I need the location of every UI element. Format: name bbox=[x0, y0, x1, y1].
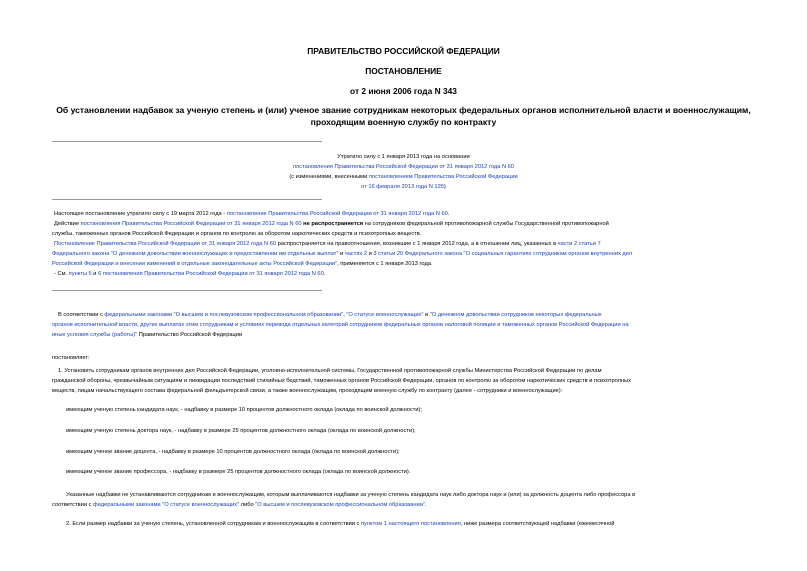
item-1-subitem-2: имеющим ученую степень доктора наук, - надбавку в размере 25 процентов должностного оклада (оклада по воинской должности); bbox=[66, 428, 416, 434]
preamble bbox=[52, 310, 765, 340]
editorial-link-3[interactable]: Постановление Правительства Российской Федерации от 31 января 2012 года N 60 bbox=[54, 241, 277, 247]
preamble-link-3-end[interactable]: иные условия службы (работы)" bbox=[52, 332, 138, 338]
validity-line-3: (с изменениями, внесенными постановлением Правительства Российской Федерации bbox=[289, 174, 518, 180]
editorial-link-2[interactable]: постановления Правительства Российской Федерации от 31 января 2012 года N 60 bbox=[80, 221, 302, 227]
editorial-p2-line-1: Действие постановления Правительства Российской Федерации от 31 января 2012 года N 60 не распространяется на сотрудников федеральной противопожарной службы Государственной противопожарной bbox=[54, 221, 609, 227]
exception-link-2[interactable]: "О высшем и послевузовском профессиональном образовании" bbox=[255, 502, 425, 508]
item-1-line-2: гражданской обороны, чрезвычайным ситуациям и ликвидации последствий стихийных бедствий, таможенных органов Российской Федерации, органов по контролю за оборотом наркотических средств и психотропных bbox=[52, 378, 631, 384]
preamble-link-3[interactable]: "О денежном довольствии сотрудников некоторых федеральных bbox=[429, 312, 602, 318]
validity-link-1[interactable]: постановления Правительства Российской Федерации от 31 января 2012 года N 60 bbox=[293, 164, 514, 170]
validity-note bbox=[180, 152, 627, 192]
item-1-subitem-3: имеющим ученое звание доцента, - надбавку в размере 10 процентов должностного оклада (оклада по воинской должности); bbox=[66, 449, 400, 455]
editorial-link-5[interactable]: Федерального закона "О денежном довольствии военнослужащих и предоставлении им отдельных выплат" bbox=[52, 251, 339, 257]
item-2 bbox=[52, 519, 765, 529]
preamble-line-1: В соответствии с федеральными законами "О высшем и послевузовском профессиональном образовании", "О статусе военнослужащих" и "О денежном довольствии сотрудников некоторых федеральных bbox=[58, 312, 602, 318]
editorial-link-9[interactable]: пункты 5 bbox=[68, 271, 92, 277]
item-1-subitem-4: имеющим ученое звание профессора, - надбавку в размере 25 процентов должностного оклада (оклада по воинской должности). bbox=[66, 469, 411, 475]
item-2-line-1: 2. Если размер надбавки за ученую степень, установленной сотрудникам и военнослужащим в соответствии с пунктом 1 настоящего постановления, ниже размера соответствующей надбавки (ежемесячной bbox=[66, 521, 615, 527]
item-1-subitem-1: имеющим ученую степень кандидата наук, - надбавку в размере 10 процентов должностного оклада (оклада по воинской должности); bbox=[66, 407, 422, 413]
exception-line-2: соответствии с федеральными законами "О статусе военнослужащих" либо "О высшем и послевузовском профессиональном образовании". bbox=[52, 502, 427, 508]
date-number-heading: от 2 июня 2006 года N 343 bbox=[350, 86, 457, 96]
document-title bbox=[40, 104, 767, 128]
government-heading: ПРАВИТЕЛЬСТВО РОССИЙСКОЙ ФЕДЕРАЦИИ bbox=[307, 46, 500, 56]
item-1-exception bbox=[52, 490, 765, 510]
item-1-line-1: 1. Установить сотрудникам органов внутренних дел Российской Федерации, уголовно-исполнительной системы, Государственной противопожарной службы Министерства Российской Федерации по делам bbox=[58, 368, 602, 374]
editorial-p1: Настоящее постановление утратило силу с 19 марта 2012 года - постановление Правительства Российской Федерации от 31 января 2012 года N 60. bbox=[54, 211, 450, 217]
editorial-link-10[interactable]: 6 постановления Правительства Российской Федерации от 31 января 2012 года N 60 bbox=[98, 271, 324, 277]
validity-line-4: от 16 февраля 2013 года N 125) bbox=[361, 184, 446, 190]
validity-link-3[interactable]: от 16 февраля 2013 года N 125 bbox=[361, 184, 444, 190]
editorial-p2-line-2: службы, таможенных органов Российской Федерации и органов по контролю за оборотом наркотических средств и психотропных веществ. bbox=[52, 231, 422, 237]
editorial-link-7[interactable]: 3 статьи 20 Федерального закона "О социальных гарантиях сотрудникам органов внутренних дел bbox=[373, 251, 633, 257]
editorial-link-4[interactable]: части 2 статьи 7 bbox=[557, 241, 601, 247]
editorial-note bbox=[52, 209, 765, 279]
editorial-link-1[interactable]: постановление Правительства Российской Федерации от 31 января 2012 года N 60 bbox=[226, 211, 448, 217]
title-line-2: проходящим военную службу по контракту bbox=[310, 117, 497, 127]
item-2-link[interactable]: пунктом 1 настоящего постановления bbox=[360, 521, 461, 527]
item-1-line-3: веществ, лицам начальствующего состава федеральной фельдъегерской связи, а также военнослужащим, проходящим военную службу по контракту (далее - сотрудники и военнослужащие): bbox=[52, 388, 563, 394]
document-type-heading: ПОСТАНОВЛЕНИЕ bbox=[365, 66, 442, 76]
divider bbox=[52, 199, 322, 200]
item-1 bbox=[52, 366, 765, 396]
preamble-line-3: иные условия службы (работы)" Правительство Российской Федерации bbox=[52, 332, 243, 338]
editorial-p3-line-1: Постановление Правительства Российской Федерации от 31 января 2012 года N 60 распространяется на правоотношения, возникшие с 1 января 2012 года, а в отношении лиц, указанных в части 2 статьи 7 bbox=[54, 241, 601, 247]
editorial-link-6[interactable]: частях 2 bbox=[344, 251, 367, 257]
exception-line-1: Указанные надбавки не устанавливаются сотрудникам и военнослужащим, которым выплачиваются надбавки за ученую степень кандидата наук либо доктора наук и (или) за должность доцента либо профессора в bbox=[66, 492, 636, 498]
divider bbox=[52, 141, 322, 142]
preamble-link-3-cont[interactable]: органов исполнительной власти, других выплатах этим сотрудникам и условиях перевода отдельных категорий сотрудников федеральных органов налоговой полиции и таможенных органов Российской Федерации на bbox=[52, 322, 629, 328]
editorial-p4: - См. пункты 5 и 6 постановления Правительства Российской Федерации от 31 января 2012 года N 60. bbox=[54, 271, 326, 277]
editorial-p3-line-2: Федерального закона "О денежном довольствии военнослужащих и предоставлении им отдельных выплат" и частях 2 и 3 статьи 20 Федерального закона "О социальных гарантиях сотрудникам органов внутренних дел bbox=[52, 251, 633, 257]
editorial-p3-line-3: Российской Федерации и внесении изменений в отдельные законодательные акты Российской Федерации", применяется с 1 января 2013 года. bbox=[52, 261, 433, 267]
editorial-link-8[interactable]: Российской Федерации и внесении изменений в отдельные законодательные акты Российской Федерации" bbox=[52, 261, 338, 267]
exception-link-1[interactable]: федеральными законами "О статусе военнослужащих" bbox=[93, 502, 240, 508]
title-line-1: Об установлении надбавок за ученую степень и (или) ученое звание сотрудникам некоторых федеральных органов исполнительной власти и военнослужащим, bbox=[56, 105, 751, 115]
preamble-link-1[interactable]: федеральными законами "О высшем и послевузовском профессиональном образовании" bbox=[104, 312, 344, 318]
preamble-link-2[interactable]: "О статусе военнослужащих" bbox=[346, 312, 424, 318]
decree-word: постановляет: bbox=[52, 355, 90, 361]
divider bbox=[52, 290, 322, 291]
validity-link-2[interactable]: постановлением Правительства Российской Федерации bbox=[368, 174, 518, 180]
validity-line-1: Утратило силу с 1 января 2013 года на основании bbox=[337, 154, 470, 160]
